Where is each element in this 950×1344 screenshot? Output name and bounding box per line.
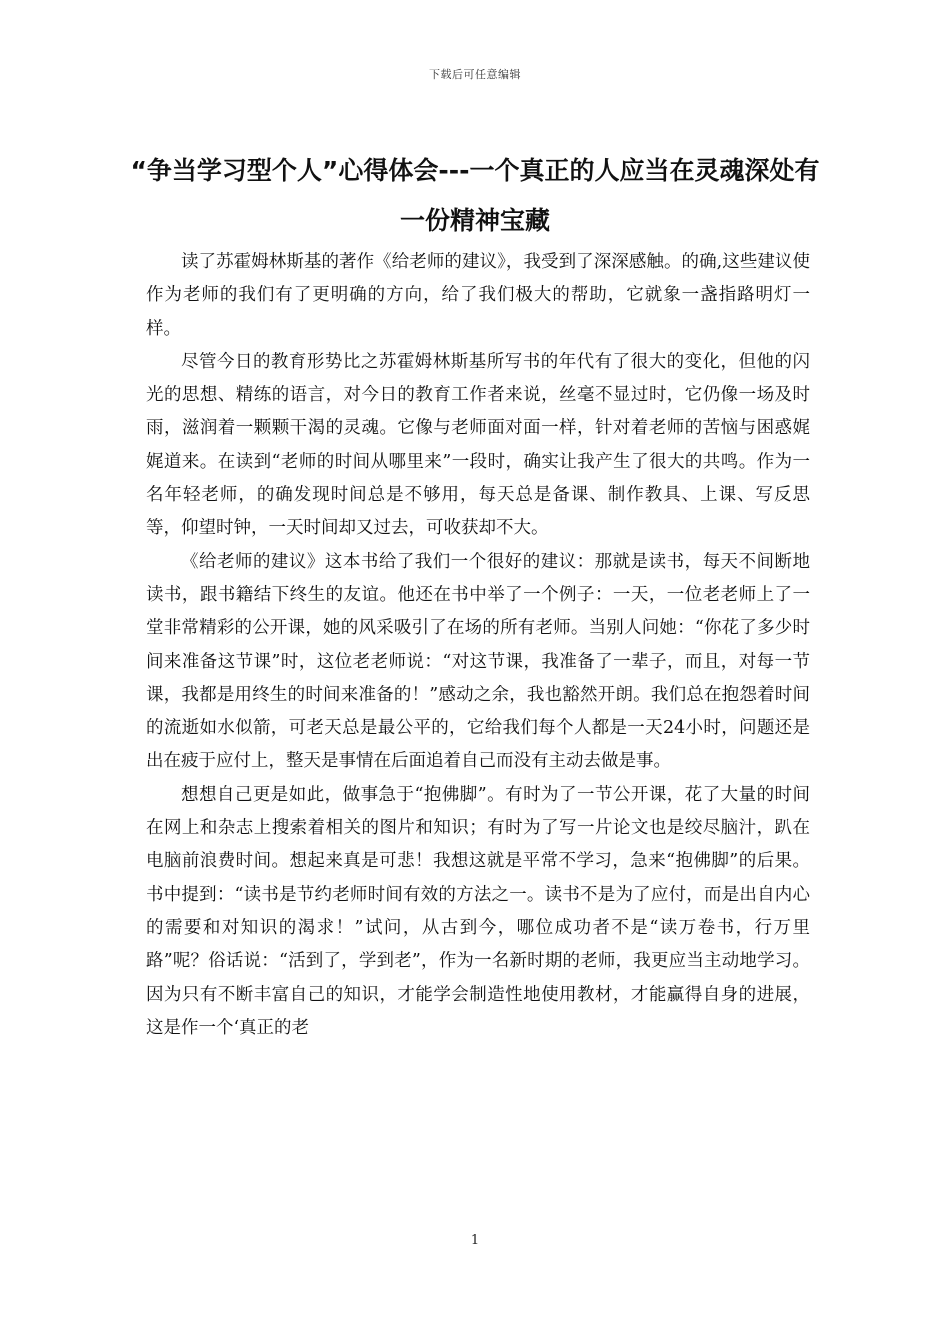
paragraph-2: 尽管今日的教育形势比之苏霍姆林斯基所写书的年代有了很大的变化，但他的闪光的思想、精练的语言，对今日的教育工作者来说，丝毫不显过时，它仍像一场及时雨，滋润着一颗颗干渴的灵魂。它像与老师面对面一样，针对着老师的苦恼与困惑娓娓道来。在读到“老师的时间从哪里来”一段时，确实让我产生了很大的共鸣。作为一名年轻老师，的确发现时间总是不够用，每天总是备课、制作教具、上课、写反思等，仰望时钟，一天时间却又过去，可收获却不大。	[146, 351, 810, 539]
paragraph-4: 想想自己更是如此，做事急于“抱佛脚”。有时为了一节公开课，花了大量的时间在网上和杂志上搜索着相关的图片和知识；有时为了写一片论文也是绞尽脑汁，趴在电脑前浪费时间。想起来真是可悲！我想这就是平常不学习，急来“抱佛脚”的后果。书中提到：“读书是节约老师时间有效的方法之一。读书不是为了应付，而是出自内心的需要和对知识的渴求！”试问，从古到今，哪位成功者不是“读万卷书，行万里路”呢？俗话说：“活到了，学到老”，作为一名新时期的老师，我更应当主动地学习。因为只有不断丰富自己的知识，才能学会制造性地使用教材，才能赢得自身的进展，这是作一个‘真正的老	[146, 784, 810, 1038]
page-number: 1	[470, 1233, 480, 1248]
document-title: “争当学习型个人”心得体会---一个真正的人应当在灵魂深处有一份精神宝藏	[130, 156, 820, 235]
document-body	[146, 246, 810, 1045]
page-header-note: 下载后可任意编辑	[429, 68, 521, 81]
paragraph-3: 《给老师的建议》这本书给了我们一个很好的建议：那就是读书，每天不间断地读书，跟书籍结下终生的友谊。他还在书中举了一个例子：一天，一位老老师上了一堂非常精彩的公开课，她的风采吸引了在场的所有老师。当别人问她：“你花了多少时间来准备这节课”时，这位老老师说：“对这节课，我准备了一辈子，而且，对每一节课，我都是用终生的时间来准备的！”感动之余，我也豁然开朗。我们总在抱怨着时间的流逝如水似箭，可老天总是最公平的，它给我们每个人都是一天24小时，问题还是出在疲于应付上，整天是事情在后面追着自己而没有主动去做是事。	[146, 551, 810, 772]
paragraph-1: 读了苏霍姆林斯基的著作《给老师的建议》，我受到了深深感触。的确,这些建议使作为老师的我们有了更明确的方向，给了我们极大的帮助，它就象一盏指路明灯一样。	[146, 252, 810, 339]
